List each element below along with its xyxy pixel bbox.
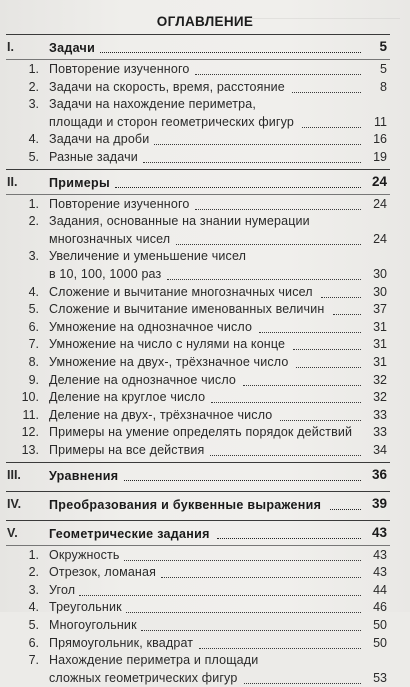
item-page-number: 37 [373,302,387,317]
item-page-number: 24 [373,231,387,246]
page-title: ОГЛАВЛЕНИЕ [156,14,254,29]
toc-item[interactable] [13,131,387,149]
dot-leader [126,612,361,613]
item-title-line: Умножение на однозначное число [49,319,253,334]
item-number: 5. [28,302,39,317]
section-title: Задачи [49,41,96,55]
dot-leader [199,648,361,649]
item-title-line: Деление на круглое число [49,390,206,405]
item-title-line: Задачи на скорость, время, расстояние [49,79,285,94]
section-number: III. [7,467,21,482]
dot-leader [302,127,361,128]
toc-item[interactable] [13,213,387,248]
item-page-number: 8 [380,79,387,94]
item-page-number: 44 [373,582,387,597]
item-page-number: 30 [373,284,387,299]
dot-leader [100,52,361,53]
section-header-underline [6,59,390,60]
toc-item[interactable] [13,442,387,460]
section-header-underline [6,194,390,195]
item-number: 7. [28,653,39,668]
section-page-number: 39 [371,495,387,511]
item-title-line: Умножение на число с нулями на конце [49,337,286,352]
item-title-line: Многоугольник [49,618,137,632]
item-title-line: Сложение и вычитание именованных величин [49,302,325,317]
item-number: 12. [21,425,39,440]
dot-leader [167,279,361,280]
item-page-number: 16 [373,132,387,147]
item-page-number: 19 [373,150,387,164]
item-number: 4. [28,600,39,615]
section-page-number: 43 [371,524,387,540]
dot-leader [211,402,361,403]
dot-leader [217,538,361,539]
item-title-line: Деление на однозначное число [49,372,237,387]
toc-item[interactable] [13,424,387,442]
dot-leader [195,209,361,210]
item-number: 3. [28,249,39,264]
dot-leader [79,595,361,596]
toc-item[interactable] [13,372,387,390]
item-title-line: Треугольник [49,600,122,615]
toc-item[interactable] [13,547,387,565]
section-entry[interactable] [7,466,387,487]
dot-leader [321,297,361,298]
dot-leader [296,367,361,368]
toc-item[interactable] [13,301,387,319]
dot-leader [280,420,361,421]
item-title-line: Деление на двух-, трёхзначное число [49,407,273,422]
section-page-number: 36 [371,466,387,482]
section-number: V. [7,525,18,540]
toc-item[interactable] [13,284,387,302]
section-divider [6,520,390,521]
item-page-number: 30 [373,266,387,281]
item-number: 10. [21,390,39,405]
dot-leader [293,349,361,350]
item-page-number: 5 [380,62,387,76]
item-number: 6. [28,635,39,650]
section-number: II. [7,174,18,189]
toc-item[interactable] [13,389,387,407]
item-number: 7. [28,337,39,352]
toc-item[interactable] [13,149,387,167]
section-entry[interactable] [7,524,387,545]
toc-item[interactable] [13,354,387,372]
dot-leader [124,480,361,481]
toc-item[interactable] [13,336,387,354]
section-divider [6,169,390,170]
toc-item[interactable] [13,248,387,283]
dot-leader [124,560,361,561]
section-divider [6,34,390,35]
section-page-number: 24 [371,173,387,189]
item-page-number: 46 [373,600,387,615]
section-entry[interactable] [7,173,387,194]
toc-item[interactable] [13,564,387,582]
item-page-number: 31 [373,337,387,352]
item-page-number: 33 [373,407,387,422]
section-title: Преобразования и буквенные выражения [49,497,322,512]
item-title-line: Задания, основанные на знании нумерации [49,214,310,229]
item-page-number: 31 [373,319,387,334]
item-number: 1. [28,62,39,76]
section-entry[interactable] [7,495,387,516]
dot-leader [330,509,361,510]
section-header-underline [6,545,390,546]
toc-item[interactable] [13,319,387,337]
item-title-line: Угол [49,582,76,597]
item-title-line: Разные задачи [49,150,138,164]
item-page-number: 11 [374,114,387,129]
item-page-number: 32 [373,390,387,405]
item-title-line: Примеры на умение определять порядок действий [49,425,353,440]
item-page-number: 43 [373,565,387,580]
item-page-number: 43 [373,547,387,562]
item-page-number: 53 [373,670,387,685]
item-page-number: 50 [373,635,387,650]
section-title: Примеры [49,175,110,190]
toc-item[interactable] [13,61,387,79]
item-number: 4. [28,132,39,147]
section-divider [6,462,390,463]
toc-item[interactable] [13,96,387,131]
toc-item[interactable] [13,617,387,635]
item-number: 1. [28,196,39,211]
item-number: 9. [28,372,39,387]
item-title-line: Сложение и вычитание многозначных чисел [49,284,313,299]
section-entry[interactable] [7,38,387,59]
item-page-number: 33 [373,425,387,440]
item-number: 5. [28,618,39,632]
section-title: Геометрические задания [49,526,210,541]
item-title-line: Задачи на нахождение периметра, [49,97,256,112]
item-page-number: 34 [373,443,387,457]
item-title-line: Повторение изученного [49,196,190,211]
dot-leader [292,92,361,93]
section-number: I. [7,40,14,54]
dot-leader [143,162,361,163]
item-title-line: Повторение изученного [49,62,190,76]
toc-item[interactable] [13,635,387,653]
dot-leader [176,244,361,245]
section-number: IV. [7,496,22,511]
dot-leader [115,187,361,188]
item-number: 2. [28,79,39,94]
item-number: 11. [22,407,39,422]
item-title-line: Увеличение и уменьшение чисел [49,249,247,264]
item-page-number: 50 [373,618,387,632]
item-title-line: Окружность [49,547,120,562]
dot-leader [195,74,361,75]
toc-item[interactable] [13,652,387,687]
item-number: 6. [28,319,39,334]
item-title-line: Умножение на двух-, трёхзначное число [49,355,289,369]
toc-item[interactable] [13,599,387,617]
item-number: 3. [28,582,39,597]
dot-leader [259,332,361,333]
dot-leader [154,144,361,145]
dot-leader [244,683,361,684]
item-number: 1. [28,547,39,562]
item-title-line: сложных геометрических фигур [49,670,238,685]
item-number: 3. [28,97,39,112]
toc-item[interactable] [13,79,387,97]
item-title-line: многозначных чисел [49,231,171,246]
dot-leader [243,385,361,386]
item-title-line: площади и сторон геометрических фигур [49,114,294,129]
item-number: 8. [28,355,39,369]
item-number: 2. [28,214,39,229]
item-title-line: Примеры на все действия [49,443,205,457]
item-page-number: 31 [373,355,387,369]
section-divider [6,491,390,492]
item-title-line: Нахождение периметра и площади [49,653,259,668]
section-title: Уравнения [49,468,119,483]
dot-leader [210,455,361,456]
item-number: 13. [21,443,39,457]
item-title-line: Отрезок, ломаная [49,565,156,580]
item-page-number: 24 [373,196,387,211]
item-title-line: в 10, 100, 1000 раз [49,266,162,281]
item-page-number: 32 [373,372,387,387]
item-number: 4. [28,284,39,299]
toc-item[interactable] [13,196,387,214]
toc-item[interactable] [13,582,387,600]
section-page-number: 5 [379,39,387,54]
item-title-line: Задачи на дроби [49,132,150,147]
item-number: 2. [28,565,39,580]
toc-item[interactable] [13,407,387,425]
item-number: 5. [28,150,39,164]
item-title-line: Прямоугольник, квадрат [49,635,194,650]
dot-leader [161,577,361,578]
dot-leader [333,314,361,315]
dot-leader [141,630,361,631]
